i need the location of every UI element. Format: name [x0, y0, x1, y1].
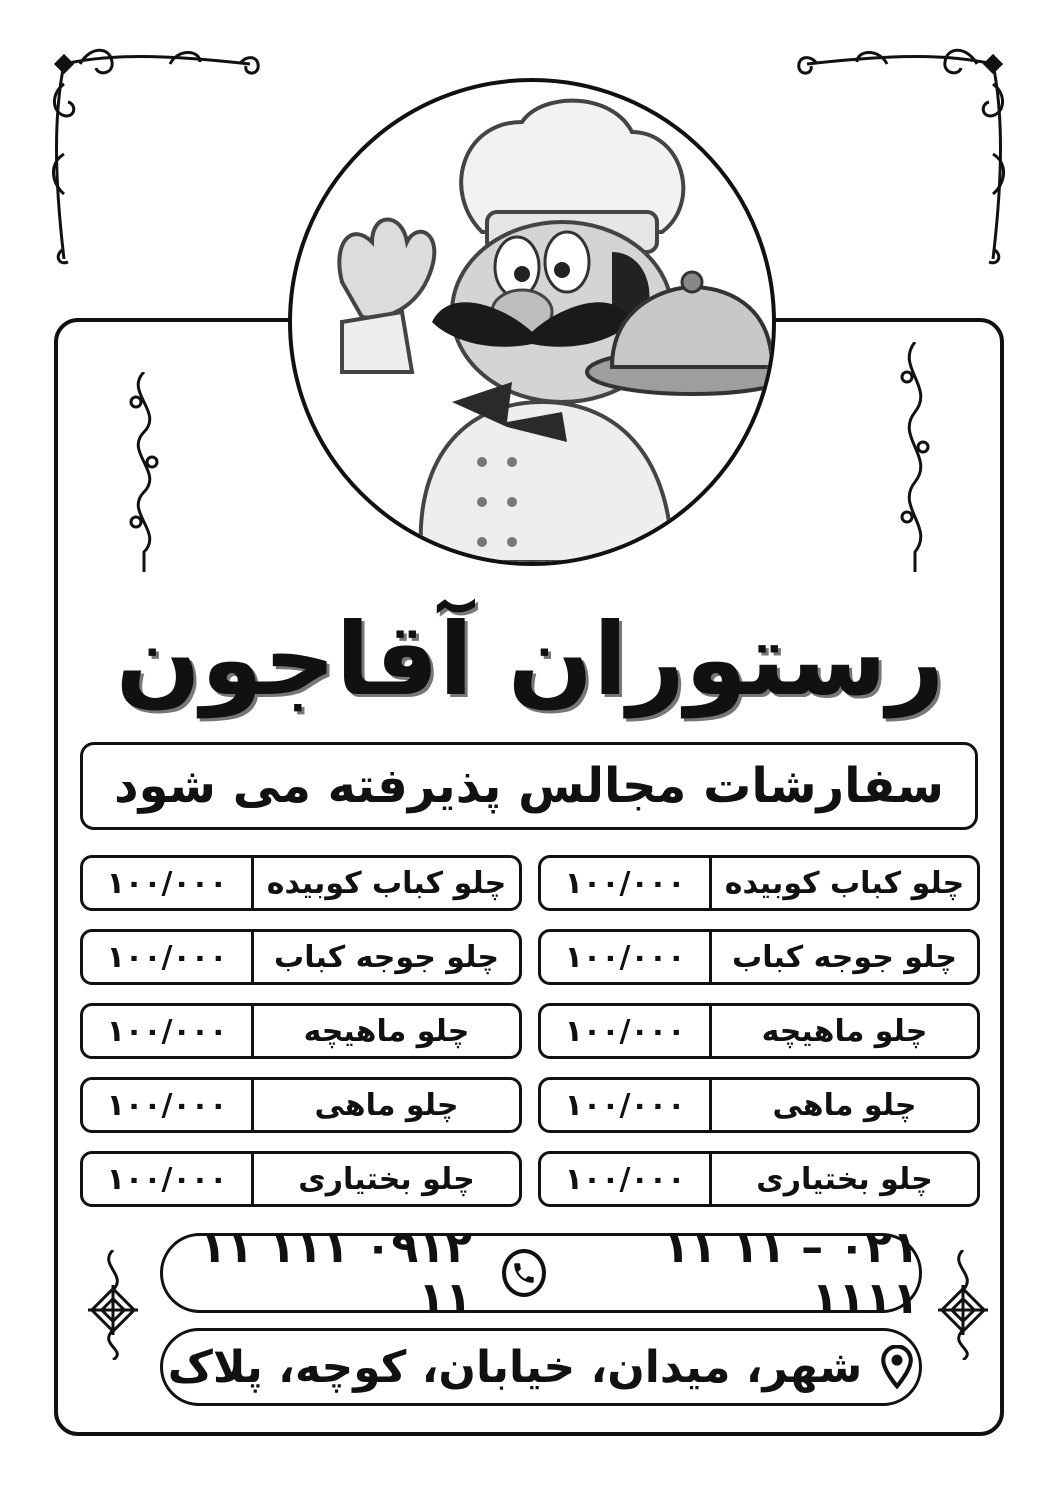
menu-item-price: ۱۰۰/۰۰۰: [564, 939, 686, 975]
menu-item-right-2: [538, 929, 980, 985]
knot-ornament-left: [78, 1250, 148, 1360]
menu-item-price: ۱۰۰/۰۰۰: [564, 1161, 686, 1197]
phone-icon: [502, 1249, 546, 1297]
menu-item-name: چلو ماهیچه: [251, 1006, 519, 1056]
mobile-number: ۰۹۱۲ ۱۱۱ ۱۱ ۱۱: [199, 1222, 473, 1324]
menu-item-right-5: [538, 1151, 980, 1207]
menu-item-name: چلو جوجه کباب: [251, 932, 519, 982]
menu-item-price: ۱۰۰/۰۰۰: [106, 1161, 228, 1197]
location-pin-icon: [880, 1345, 914, 1389]
tagline-box: [80, 742, 978, 830]
menu-item-left-1: [80, 855, 522, 911]
scroll-ornament-left: [124, 372, 164, 572]
knot-ornament-right: [928, 1250, 998, 1360]
menu-item-price: ۱۰۰/۰۰۰: [106, 1087, 228, 1123]
menu-item-price: ۱۰۰/۰۰۰: [106, 939, 228, 975]
corner-ornament-top-left: [50, 44, 270, 269]
restaurant-name: رستوران آقاجون: [115, 601, 945, 718]
menu-item-left-2: [80, 929, 522, 985]
menu-item-right-1: [538, 855, 980, 911]
corner-ornament-top-right: [787, 44, 1007, 269]
phone-box: [160, 1222, 922, 1324]
menu-item-price: ۱۰۰/۰۰۰: [106, 1013, 228, 1049]
menu-item-name: چلو کباب کوبیده: [251, 858, 519, 908]
landline-number: ۰۲۱ – ۱۱ ۱۱ ۱۱۱۱: [663, 1222, 919, 1324]
menu-item-left-3: [80, 1003, 522, 1059]
menu-item-right-3: [538, 1003, 980, 1059]
menu-item-price: ۱۰۰/۰۰۰: [564, 865, 686, 901]
tagline-text: سفارشات مجالس پذیرفته می شود: [114, 758, 944, 814]
menu-item-left-5: [80, 1151, 522, 1207]
chef-illustration: [288, 78, 776, 566]
menu-item-name: چلو جوجه کباب: [709, 932, 977, 982]
menu-item-right-4: [538, 1077, 980, 1133]
menu-item-name: چلو ماهی: [251, 1080, 519, 1130]
address-text: شهر، میدان، خیابان، کوچه، پلاک: [167, 1341, 863, 1393]
menu-item-price: ۱۰۰/۰۰۰: [564, 1013, 686, 1049]
menu-item-name: چلو ماهیچه: [709, 1006, 977, 1056]
menu-item-left-4: [80, 1077, 522, 1133]
menu-item-name: چلو ماهی: [709, 1080, 977, 1130]
menu-item-price: ۱۰۰/۰۰۰: [106, 865, 228, 901]
menu-item-name: چلو کباب کوبیده: [709, 858, 977, 908]
menu-item-price: ۱۰۰/۰۰۰: [564, 1087, 686, 1123]
address-box: [160, 1328, 922, 1406]
menu-item-name: چلو بختیاری: [251, 1154, 519, 1204]
menu-item-name: چلو بختیاری: [709, 1154, 977, 1204]
scroll-ornament-right: [895, 342, 935, 572]
